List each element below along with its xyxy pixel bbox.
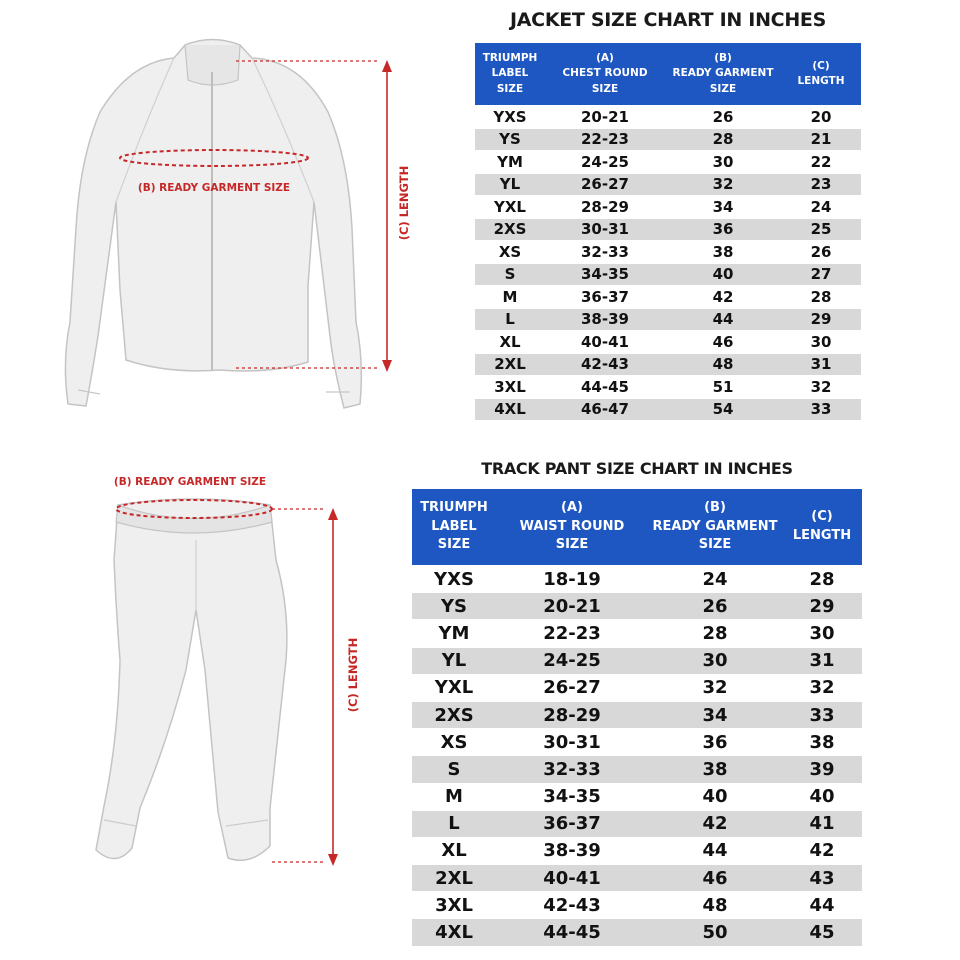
length-cell: 20 [781,106,861,129]
round-size-cell: 30-31 [496,729,648,756]
garment-size-cell: 51 [665,376,781,399]
header-line: LABEL [491,67,529,80]
table-row [412,892,862,919]
table-row [475,151,861,174]
length-cell: 27 [781,263,861,286]
header-length [782,489,862,566]
table-row [412,865,862,892]
table-row [475,241,861,264]
pant-table-body [412,566,862,946]
table-row [412,701,862,728]
size-label-cell: XL [412,837,496,864]
pant-length-measure-label: (C) LENGTH [346,637,360,713]
table-row [412,810,862,837]
garment-size-cell: 44 [665,308,781,331]
length-cell: 39 [782,756,862,783]
table-row [475,308,861,331]
table-row [475,263,861,286]
table-row [475,128,861,151]
header-chest-round-size [545,43,665,106]
size-label-cell: YM [412,620,496,647]
size-label-cell: YM [475,151,545,174]
table-header-row [475,43,861,106]
round-size-cell: 34-35 [545,263,665,286]
length-cell: 21 [781,128,861,151]
table-row [475,218,861,241]
table-row [412,593,862,620]
round-size-cell: 30-31 [545,218,665,241]
garment-size-cell: 26 [648,593,782,620]
length-cell: 42 [782,837,862,864]
header-waist-round-size [496,489,648,566]
header-line: SIZE [709,82,737,95]
table-row [412,674,862,701]
table-row [475,331,861,354]
jacket-table-body [475,106,861,421]
header-label-size [475,43,545,106]
pant-chart-title: TRACK PANT SIZE CHART IN INCHES [481,459,793,478]
table-row [412,620,862,647]
jacket-size-table [475,43,861,420]
garment-size-cell: 34 [665,196,781,219]
size-label-cell: XL [475,331,545,354]
header-line: (C) [811,509,833,525]
garment-size-cell: 32 [665,173,781,196]
length-cell: 29 [782,593,862,620]
header-line: LABEL [431,518,477,534]
length-cell: 45 [782,919,862,946]
garment-size-cell: 54 [665,398,781,420]
size-label-cell: L [412,810,496,837]
round-size-cell: 22-23 [496,620,648,647]
length-cell: 32 [782,674,862,701]
table-row [475,286,861,309]
length-cell: 40 [782,783,862,810]
length-cell: 25 [781,218,861,241]
length-cell: 23 [781,173,861,196]
round-size-cell: 32-33 [496,756,648,783]
garment-size-cell: 48 [665,353,781,376]
round-size-cell: 40-41 [496,865,648,892]
size-label-cell: XS [475,241,545,264]
length-cell: 29 [781,308,861,331]
garment-size-cell: 40 [665,263,781,286]
length-cell: 31 [782,647,862,674]
garment-size-cell: 46 [665,331,781,354]
header-line: TRIUMPH [482,52,538,65]
garment-size-cell: 44 [648,837,782,864]
header-line: LENGTH [797,75,845,87]
garment-size-cell: 42 [648,810,782,837]
header-length [781,43,861,106]
size-label-cell: YXS [475,106,545,129]
pant-length-measure [272,508,360,866]
pant-illustration [0,0,410,960]
size-label-cell: M [475,286,545,309]
table-row [412,756,862,783]
garment-size-cell: 24 [648,566,782,593]
header-line: (B) [714,52,732,65]
round-size-cell: 42-43 [545,353,665,376]
round-size-cell: 38-39 [496,837,648,864]
size-label-cell: YXS [412,566,496,593]
length-cell: 33 [781,398,861,420]
header-line: SIZE [555,537,589,553]
table-row [475,196,861,219]
size-label-cell: YS [475,128,545,151]
round-size-cell: 36-37 [545,286,665,309]
table-row [412,647,862,674]
round-size-cell: 26-27 [496,674,648,701]
size-label-cell: YL [475,173,545,196]
size-label-cell: YXL [412,674,496,701]
garment-size-cell: 50 [648,919,782,946]
size-label-cell: 2XL [412,865,496,892]
length-cell: 44 [782,892,862,919]
size-label-cell: S [412,756,496,783]
size-label-cell: 3XL [475,376,545,399]
table-row [475,353,861,376]
garment-size-cell: 28 [665,128,781,151]
garment-size-cell: 26 [665,106,781,129]
header-line: CHEST ROUND [562,67,648,80]
size-label-cell: YS [412,593,496,620]
table-row [412,783,862,810]
garment-size-cell: 30 [648,647,782,674]
length-cell: 43 [782,865,862,892]
length-cell: 33 [782,701,862,728]
length-cell: 26 [781,241,861,264]
pant-width-measure-label: (B) READY GARMENT SIZE [113,476,267,488]
table-row [475,376,861,399]
table-row [475,173,861,196]
header-line: SIZE [591,82,619,95]
round-size-cell: 20-21 [545,106,665,129]
header-line: LENGTH [792,528,852,543]
header-line: (A) [561,499,583,515]
garment-size-cell: 38 [665,241,781,264]
garment-size-cell: 42 [665,286,781,309]
size-label-cell: L [475,308,545,331]
size-label-cell: 3XL [412,892,496,919]
length-cell: 38 [782,729,862,756]
garment-size-cell: 36 [665,218,781,241]
round-size-cell: 34-35 [496,783,648,810]
round-size-cell: 20-21 [496,593,648,620]
round-size-cell: 44-45 [496,919,648,946]
header-line: READY GARMENT [672,67,774,80]
header-label-size [412,489,496,566]
length-cell: 31 [781,353,861,376]
table-row [475,398,861,420]
round-size-cell: 36-37 [496,810,648,837]
header-line: SIZE [437,537,471,553]
round-size-cell: 44-45 [545,376,665,399]
garment-size-cell: 38 [648,756,782,783]
table-row [412,837,862,864]
header-line: SIZE [698,537,732,553]
header-line: TRIUMPH [420,499,488,515]
length-cell: 30 [781,331,861,354]
round-size-cell: 32-33 [545,241,665,264]
jacket-chart-title: JACKET SIZE CHART IN INCHES [510,9,826,31]
round-size-cell: 22-23 [545,128,665,151]
garment-size-cell: 40 [648,783,782,810]
round-size-cell: 38-39 [545,308,665,331]
header-ready-garment-size [665,43,781,106]
garment-size-cell: 48 [648,892,782,919]
round-size-cell: 24-25 [545,151,665,174]
table-row [412,919,862,946]
length-cell: 28 [781,286,861,309]
size-label-cell: 2XS [412,701,496,728]
header-line: SIZE [496,82,524,95]
size-label-cell: 2XS [475,218,545,241]
round-size-cell: 18-19 [496,566,648,593]
length-cell: 22 [781,151,861,174]
garment-size-cell: 36 [648,729,782,756]
table-row [475,106,861,129]
size-label-cell: 4XL [412,919,496,946]
round-size-cell: 28-29 [496,701,648,728]
round-size-cell: 46-47 [545,398,665,420]
header-line: WAIST ROUND [519,518,625,534]
header-line: (C) [812,59,830,72]
jacket-length-measure-label: (C) LENGTH [397,165,411,241]
garment-size-cell: 30 [665,151,781,174]
length-cell: 28 [782,566,862,593]
header-ready-garment-size [648,489,782,566]
pant-size-table [412,489,862,946]
garment-size-cell: 28 [648,620,782,647]
round-size-cell: 42-43 [496,892,648,919]
size-label-cell: YXL [475,196,545,219]
length-cell: 41 [782,810,862,837]
round-size-cell: 26-27 [545,173,665,196]
garment-size-cell: 32 [648,674,782,701]
pant-shape [96,499,287,860]
garment-size-cell: 34 [648,701,782,728]
garment-size-cell: 46 [648,865,782,892]
header-line: (A) [596,52,614,65]
jacket-width-measure-label: (B) READY GARMENT SIZE [137,182,291,194]
header-line: READY GARMENT [652,518,778,534]
length-cell: 30 [782,620,862,647]
length-cell: 24 [781,196,861,219]
round-size-cell: 24-25 [496,647,648,674]
size-label-cell: M [412,783,496,810]
round-size-cell: 40-41 [545,331,665,354]
header-line: (B) [704,499,726,515]
size-label-cell: S [475,263,545,286]
table-row [412,566,862,593]
size-label-cell: 4XL [475,398,545,420]
size-label-cell: XS [412,729,496,756]
table-row [412,729,862,756]
round-size-cell: 28-29 [545,196,665,219]
size-label-cell: 2XL [475,353,545,376]
length-cell: 32 [781,376,861,399]
size-label-cell: YL [412,647,496,674]
table-header-row [412,489,862,566]
